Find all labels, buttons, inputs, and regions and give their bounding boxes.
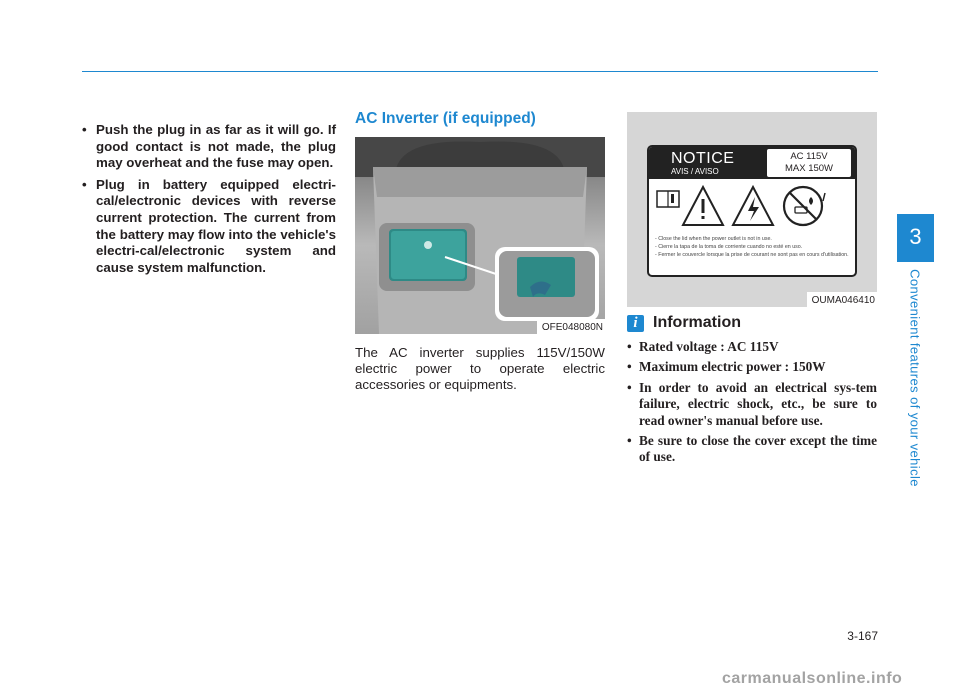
page-number: 3-167: [847, 629, 878, 643]
bullet-dot: •: [627, 379, 632, 395]
notice-word: NOTICE: [671, 150, 735, 167]
fine-line: - Cierre la tapa de la toma de corriente cuando no esté en uso.: [655, 244, 803, 250]
notice-spec: [767, 149, 851, 177]
bullet-text: Plug in battery equipped electri-cal/electronic devices with reverse current protection. The current from the battery may flow into the vehicle's electri-cal/electronic system and cause system malfunction.: [96, 176, 336, 275]
information-item: [627, 433, 877, 466]
bullet-dot: •: [82, 176, 87, 192]
figure-code: OUMA046410: [807, 292, 877, 307]
bullet-dot: •: [627, 359, 632, 375]
spec-voltage: AC 115V: [790, 151, 828, 162]
bullet-dot: •: [82, 122, 87, 137]
section-title: AC Inverter (if equipped): [355, 110, 536, 127]
electric-shock-icon: [733, 187, 773, 225]
fine-line: - Close the lid when the power outlet is not in use.: [655, 236, 772, 242]
bullet-text: Push the plug in as far as it will go. If good contact is not made, the plug may overheat and the fuse may open.: [96, 122, 336, 171]
notice-bar: [649, 147, 855, 179]
bullet-item: [78, 122, 336, 172]
watermark: carmanualsonline.info: [722, 670, 903, 687]
notice-sub: AVIS / AVISO: [671, 167, 719, 176]
notice-label-figure: [627, 112, 877, 307]
information-title: Information: [653, 314, 741, 331]
caution-icon: [683, 187, 723, 225]
notice-fine-print: [655, 235, 851, 259]
warning-icons: [655, 185, 851, 231]
chapter-tab: [897, 214, 934, 262]
manual-icon: [657, 191, 679, 207]
information-text: In order to avoid an electrical sys-tem failure, electric shock, etc., be sure to read owner's manual before use.: [639, 379, 877, 428]
header-rule: [82, 71, 878, 72]
middle-column: [355, 110, 605, 406]
notice-card: [647, 145, 857, 277]
chapter-title-vertical: [898, 262, 932, 494]
information-header: [627, 314, 877, 332]
photo-code: OFE048080N: [537, 319, 605, 334]
information-text: Rated voltage : AC 115V: [639, 339, 779, 354]
information-text: Be sure to close the cover except the time of use.: [639, 433, 877, 465]
chapter-number: 3: [909, 224, 922, 249]
right-column: [627, 112, 877, 470]
notice-icons: [655, 185, 851, 236]
information-item: [627, 380, 877, 429]
inverter-photo: [355, 137, 605, 334]
left-column: [78, 122, 336, 281]
info-icon: i: [627, 315, 644, 332]
information-item: [627, 359, 877, 375]
information-text: Maximum electric power : 150W: [639, 359, 826, 375]
no-water-icon: [784, 187, 825, 225]
information-list: [627, 339, 877, 466]
section-body: The AC inverter supplies 115V/150W electric power to operate electric accessories or equipments.: [355, 345, 605, 392]
information-item: [627, 339, 877, 355]
bullet-dot: •: [627, 339, 632, 354]
bullet-item: [78, 177, 336, 277]
fine-line: - Fermer le couvercle lorsque la prise de courant ne sont pas en cours d'utilisation.: [655, 252, 849, 258]
spec-power: MAX 150W: [784, 163, 834, 174]
bullet-dot: •: [627, 433, 632, 449]
chapter-title: Convenient features of your vehicle: [907, 269, 923, 487]
console-illustration: [355, 137, 605, 334]
